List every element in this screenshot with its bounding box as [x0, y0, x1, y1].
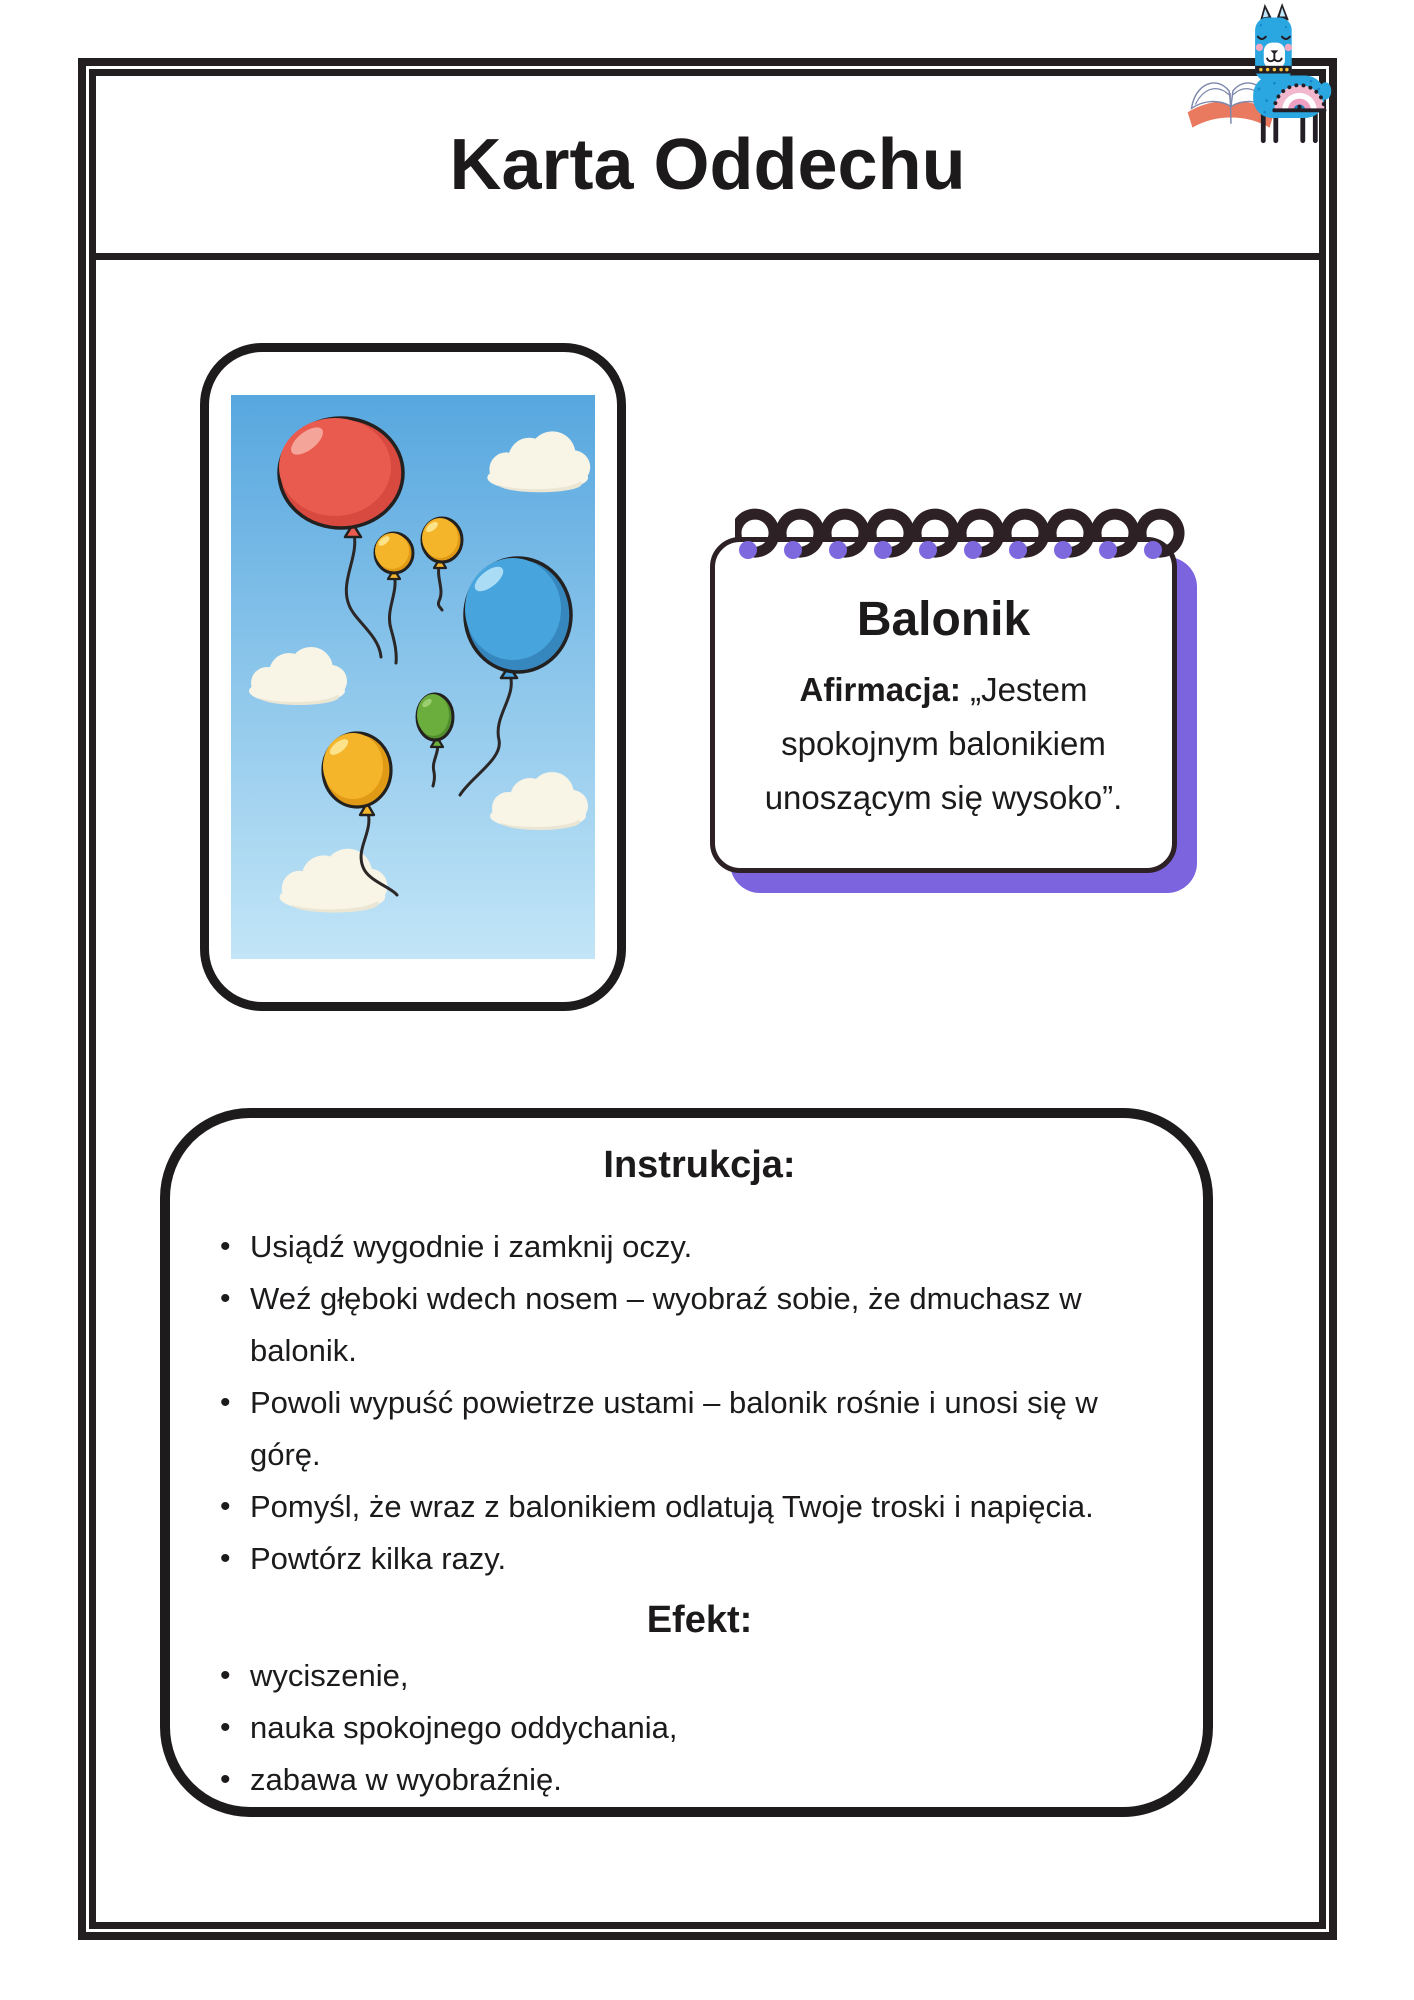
instructions-list — [216, 1221, 1155, 1585]
effect-item: • zabawa w wyobraźnię. — [250, 1754, 1155, 1806]
affirmation-label: Afirmacja: — [799, 671, 961, 708]
affirmation-note — [710, 537, 1177, 873]
affirmation-title: Balonik — [856, 593, 1031, 646]
spiral-binding-icon — [735, 497, 1185, 577]
affirmation-text — [731, 663, 1156, 825]
instruction-item: • Pomyśl, że wraz z balonikiem odlatują Twoje troski i napięcia. — [250, 1481, 1155, 1533]
instructions-heading: Instrukcja: — [603, 1144, 796, 1186]
page-header — [96, 76, 1319, 260]
llama-figure — [1253, 3, 1331, 143]
instruction-item: • Weź głęboki wdech nosem – wyobraź sobie, że dmuchasz w balonik. — [250, 1273, 1155, 1377]
effect-item: • nauka spokojnego oddychania, — [250, 1702, 1155, 1754]
balloons-sky-illustration — [231, 395, 595, 959]
instruction-item: • Powoli wypuść powietrze ustami – balonik rośnie i unosi się w górę. — [250, 1377, 1155, 1481]
instruction-item: • Powtórz kilka razy. — [250, 1533, 1155, 1585]
effects-list — [216, 1650, 1155, 1806]
instruction-item: • Usiądź wygodnie i zamknij oczy. — [250, 1221, 1155, 1273]
effect-item: • wyciszenie, — [250, 1650, 1155, 1702]
llama-mascot-icon — [1178, 2, 1390, 147]
instructions-box — [160, 1108, 1213, 1817]
page-title: Karta Oddechu — [449, 124, 966, 205]
balloon-illustration-card — [200, 343, 626, 1011]
affirmation-quote: „Jestem spokojnym balonikiem unoszącym się wysoko”. — [764, 671, 1123, 816]
effects-heading: Efekt: — [646, 1599, 753, 1641]
